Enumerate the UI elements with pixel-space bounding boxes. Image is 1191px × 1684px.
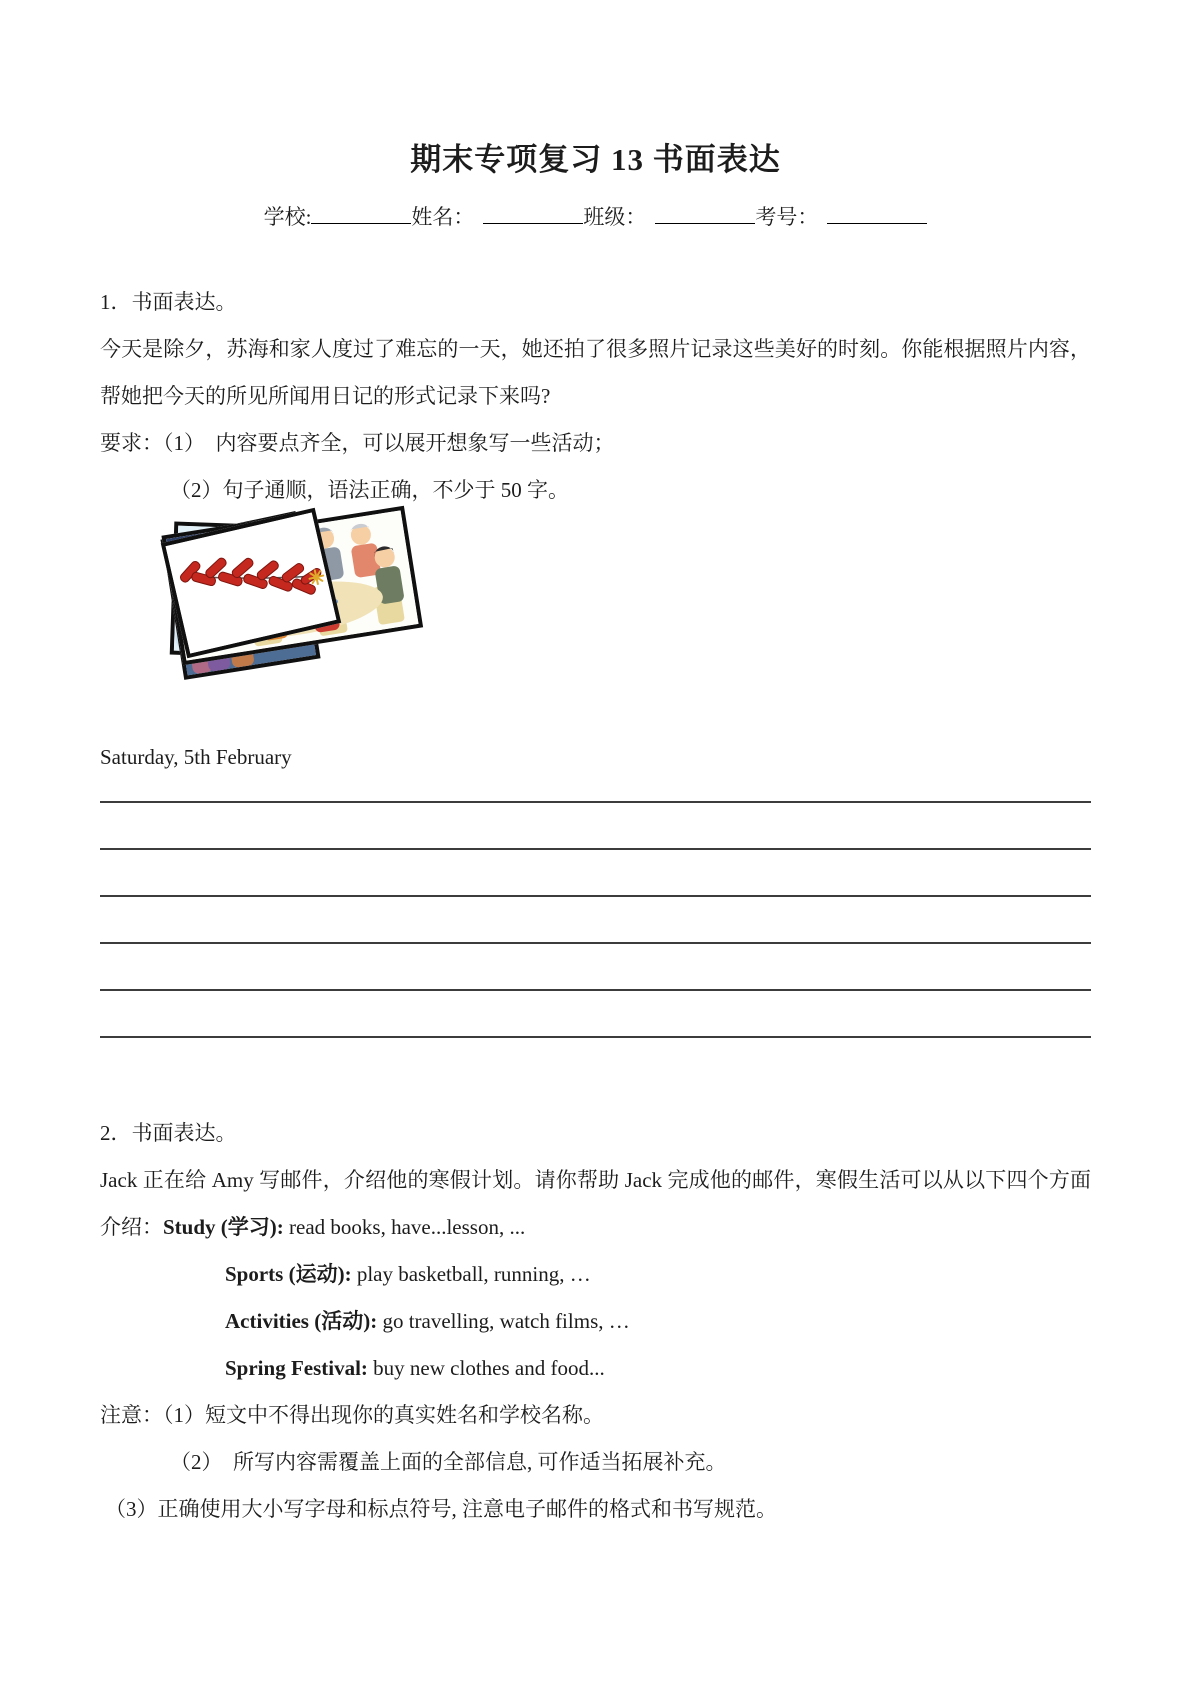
picture-strip [172,524,1091,694]
writing-line [100,942,1091,944]
q1-prompt: 今天是除夕，苏海和家人度过了难忘的一天，她还拍了很多照片记录这些美好的时刻。你能根据照片内容，帮她把今天的所见所闻用日记的形式记录下来吗? [100,337,1091,408]
q1-heading: 1．书面表达。 [100,290,237,314]
writing-area [100,801,1091,1038]
exam-no-label: 考号： [755,205,819,229]
class-label: 班级： [583,205,647,229]
aspect-activities-content: go travelling, watch films, … [377,1309,630,1333]
aspect-study-content: read books, have...lesson, ... [283,1215,526,1239]
q2-prompt-text: Jack 正在给 Amy 写邮件，介绍他的寒假计划。请你帮助 Jack 完成他的邮件，寒假生活可以从以下四个方面介绍： [100,1168,1091,1239]
q2-heading: 2．书面表达。 [100,1121,237,1145]
q1-requirement-1: 要求：（1） 内容要点齐全，可以展开想象写一些活动； [100,431,615,455]
name-label: 姓名： [411,205,475,229]
aspect-spring-festival-label: Spring Festival: [225,1356,368,1380]
q2-note-1: 注意：（1）短文中不得出现你的真实姓名和学校名称。 [100,1403,604,1427]
q1-requirement-2: （2）句子通顺，语法正确，不少于 50 字。 [170,478,569,502]
page-title: 期末专项复习 13 书面表达 [410,142,781,177]
aspect-sports-content: play basketball, running, … [351,1262,591,1286]
writing-line [100,989,1091,991]
writing-line [100,848,1091,850]
aspect-activities-label: Activities (活动): [225,1309,378,1333]
school-label: 学校: [263,205,312,229]
writing-line [100,801,1091,803]
aspect-sports-label: Sports (运动): [225,1262,352,1286]
name-blank [483,202,583,224]
aspect-study-label: Study (学习): [163,1215,284,1239]
aspect-spring-festival [225,1345,1091,1392]
aspect-activities [225,1298,1091,1345]
writing-line [100,1036,1091,1038]
class-blank [655,202,755,224]
diary-date: Saturday, 5th February [100,745,292,769]
writing-line [100,895,1091,897]
aspect-spring-festival-content: buy new clothes and food... [367,1356,605,1380]
aspect-sports [225,1251,1091,1298]
q2-note-2: （2） 所写内容需覆盖上面的全部信息, 可作适当拓展补充。 [170,1450,727,1474]
q2-prompt [100,1157,1091,1251]
school-blank [311,202,411,224]
q2-note-3: （3）正确使用大小写字母和标点符号, 注意电子邮件的格式和书写规范。 [105,1497,777,1521]
exam-no-blank [827,202,927,224]
student-info-row [100,202,1091,232]
